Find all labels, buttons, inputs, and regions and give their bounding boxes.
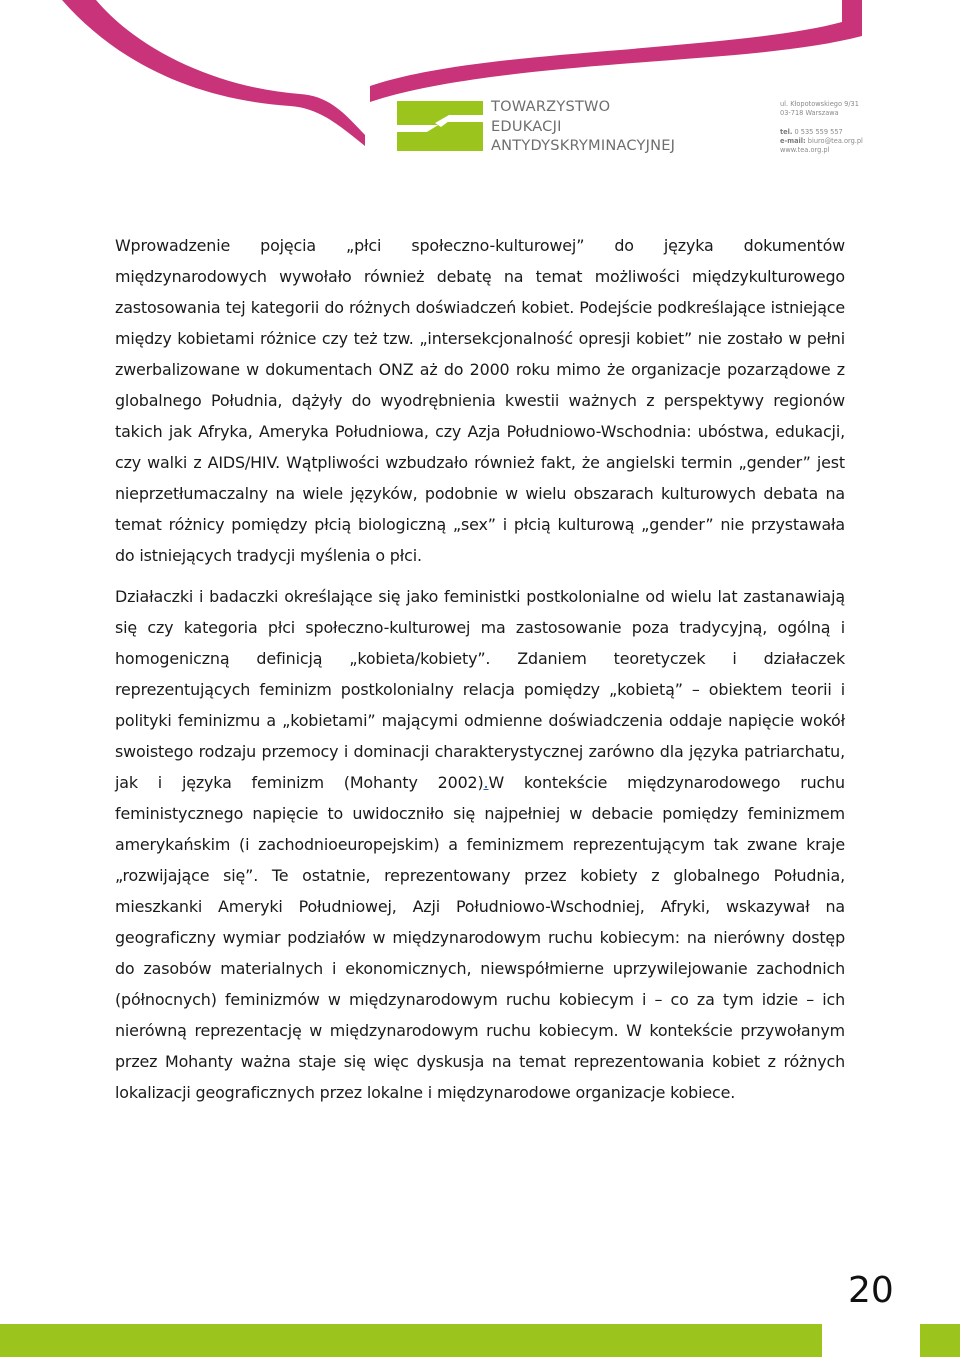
document-body <box>115 230 845 1118</box>
contact-block <box>780 100 863 155</box>
tea-logo-icon <box>397 101 483 157</box>
phone-label: tel. <box>780 128 793 136</box>
org-name-line-1: TOWARZYSTWO <box>491 98 611 115</box>
email-line <box>780 137 863 146</box>
email-label: e-mail: <box>780 137 806 145</box>
phone-value: 0 535 559 557 <box>794 128 843 136</box>
org-name-line-2: EDUKACJI <box>491 117 562 135</box>
paragraph-1: Wprowadzenie pojęcia „płci społeczno-kulturowej” do języka dokumentów międzynarodowych wywołało również debatę na temat możliwości międzykulturowego zastosowania tej kategorii do różnych doświadczeń kobiet. Podejście podkreślające istniejące między kobietami różnice czy też tzw. „intersekcjonalność opresji kobiet” nie zostało w pełni zwerbalizowane w dokumentach ONZ aż do 2000 roku mimo że organizacje pozarządowe z globalnego Południa, dążyły do wyodrębnienia kwestii ważnych z perspektywy regionów takich jak Afryka, Ameryka Południowa, czy Azja Południowo-Wschodnia: ubóstwa, edukacji, czy walki z AIDS/HIV. Wątpliwości wzbudzało również fakt, że angielski termin „gender” jest nieprzetłumaczalny na wiele języków, podobnie w wielu obszarach kulturowych debata na temat różnicy pomiędzy płcią biologiczną „sex” i płcią kulturową „gender” nie przystawała do istniejących tradycji myślenia o płci. <box>115 236 845 565</box>
swoosh-top-band <box>370 0 862 102</box>
phone-line <box>780 128 863 137</box>
swoosh-band <box>0 0 365 146</box>
website-link[interactable]: www.tea.org.pl <box>780 146 830 154</box>
paragraph-2 <box>115 581 845 1108</box>
page-number: 20 <box>848 1270 894 1311</box>
org-name-line-3: ANTYDYSKRYMINACYJNEJ <box>491 137 676 154</box>
address-line-2: 03-718 Warszawa <box>780 109 839 117</box>
paragraph-2-part-a: Działaczki i badaczki określające się jako feministki postkolonialne od wielu lat zastanawiają się czy kategoria płci społeczno-kulturowej ma zastosowanie poza tradycyjną, ogólną i homogeniczną definicją „kobieta/kobiety”. Zdaniem teoretyczek i działaczek reprezentujących feminizm postkolonialny relacja pomiędzy „kobietą” – obiektem teorii i polityki feminizmu a „kobietami” mającymi odmienne doświadczenia oddaje napięcie wokół swoistego rodzaju przemocy i dominacji charakterystycznej zarówno dla języka patriarchatu, jak i języka feminizm (Mohanty 2002) <box>115 587 845 792</box>
address-line-1: ul. Kłopotowskiego 9/31 <box>780 100 859 108</box>
organization-name <box>491 97 675 156</box>
footnote-link[interactable]: . <box>483 773 489 792</box>
footer-green-bar <box>0 1324 822 1357</box>
paragraph-2-part-b: W kontekście międzynarodowego ruchu feministycznego napięcie to uwidoczniło się najpełniej w debacie pomiędzy feminizmem amerykańskim (i zachodnioeuropejskim) a feminizmem reprezentującym tak zwane kraje „rozwijające się”. Te ostatnie, reprezentowany przez kobiety z globalnego Południa, mieszkanki Ameryki Południowej, Azji Południowo-Wschodniej, Afryki, wskazywał na geograficzny wymiar podziałów w międzynarodowym ruchu kobiecym: na nierówny dostęp do zasobów materialnych i ekonomicznych, niewspółmierne uprzywilejowanie zachodnich (północnych) feminizmów w międzynarodowym ruchu kobiecym i – co za tym idzie – ich nierówną reprezentację w międzynarodowym ruchu kobiecym. W kontekście przywołanym przez Mohanty ważna staje się więc dyskusja na temat reprezentowania kobiet z różnych lokalizacji geograficznych przez lokalne i międzynarodowe organizacje kobiece. <box>115 773 845 1102</box>
email-value[interactable]: biuro@tea.org.pl <box>807 137 863 145</box>
footer-green-bar-right <box>920 1324 960 1357</box>
